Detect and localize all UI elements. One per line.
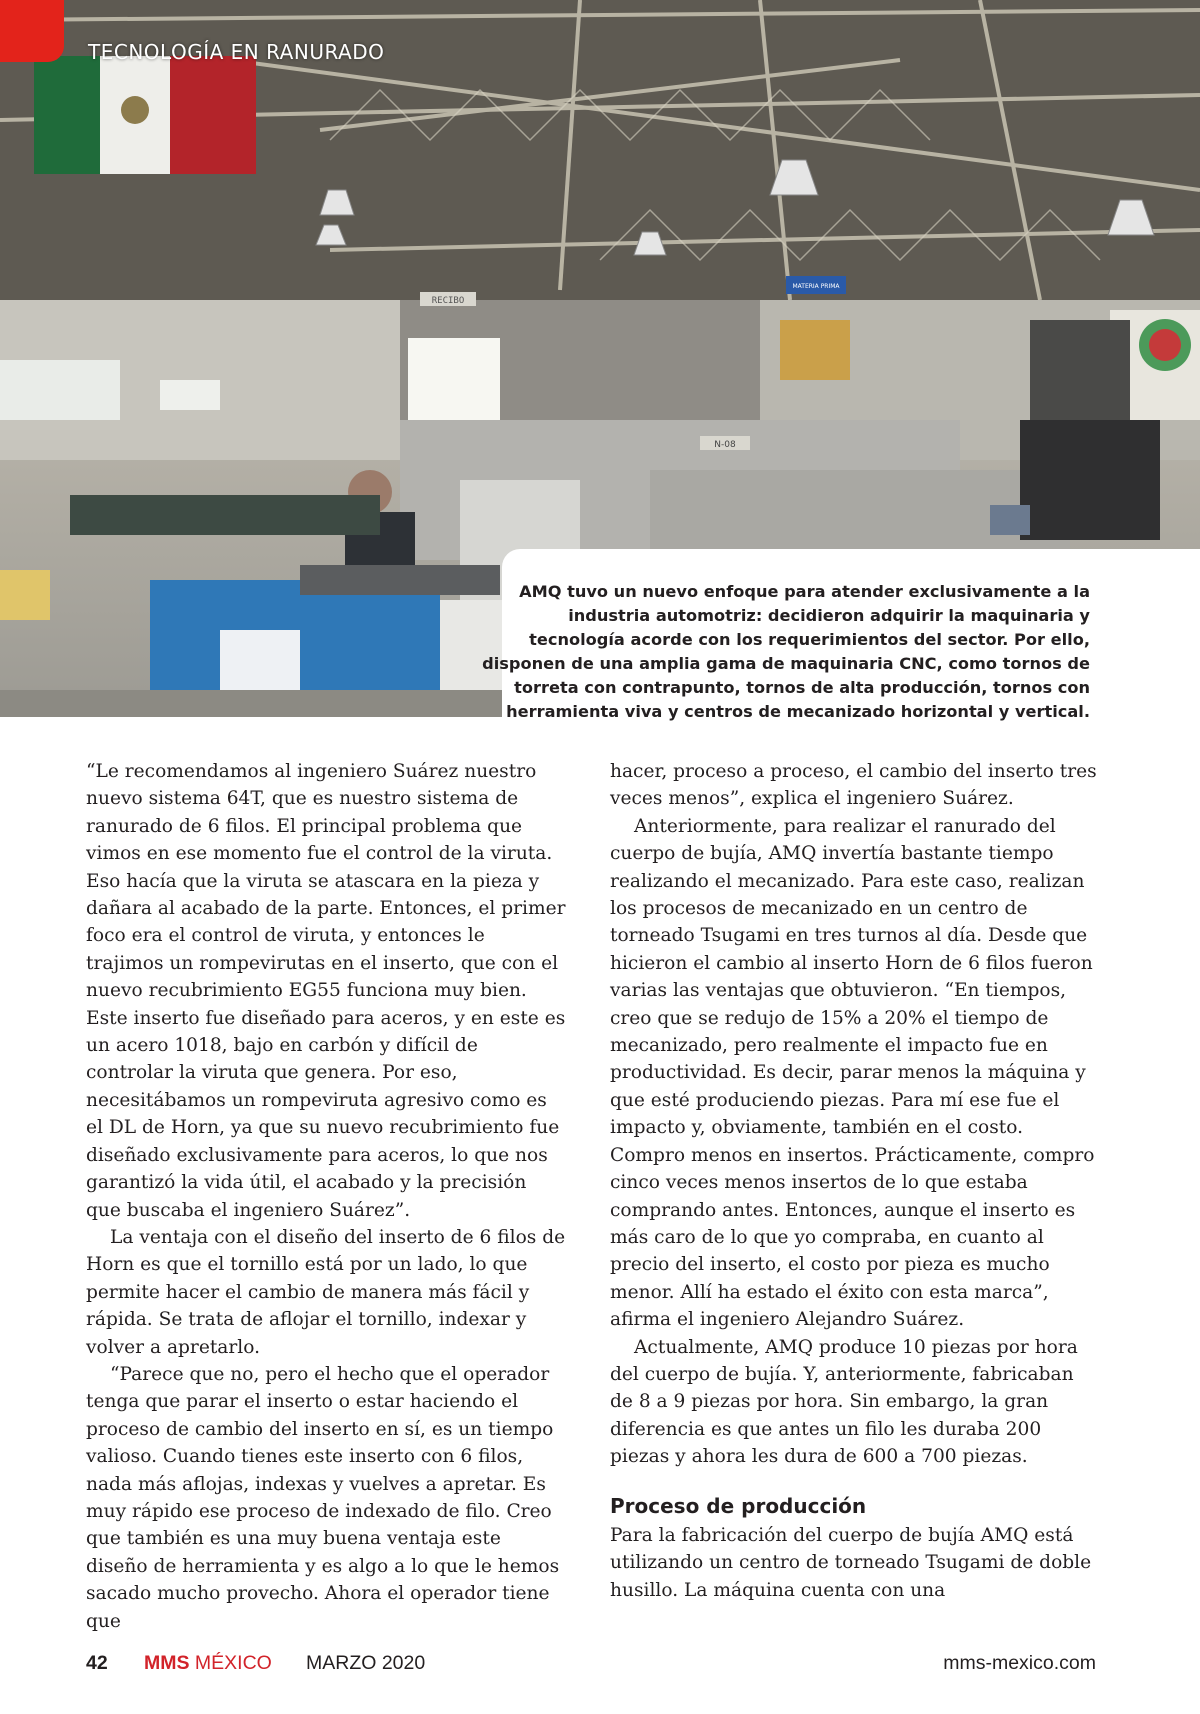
brand-rest: MÉXICO — [189, 1652, 272, 1674]
page-number: 42 — [86, 1652, 108, 1674]
photo-caption: AMQ tuvo un nuevo enfoque para atender exclusivamente a la industria automotriz: decidieron adquirir la maquinaria y tecnología acorde con los requerimientos del sector. Por ello, disponen de una amplia gama de maquinaria CNC, como tornos de torreta con contrapunto, tornos de alta producción, tornos con herramienta viva y centros de mecanizado horizontal y vertical. — [482, 582, 1090, 721]
paragraph: “Le recomendamos al ingeniero Suárez nuestro nuevo sistema 64T, que es nuestro sistema de ranurado de 6 filos. El principal problema que vimos en ese momento fue el control de la viruta. Eso hacía que la viruta se atascara en la pieza y dañara al acabado de la parte. Entonces, el primer foco era el control de viruta, y entonces le trajimos un rompevirutas en el inserto, que con el nuevo recubrimiento EG55 funciona muy bien. Este inserto fue diseñado para aceros, y en este es un acero 1018, bajo en carbón y difícil de controlar la viruta que genera. Por eso, necesitábamos un rompeviruta agresivo como es el DL de Horn, ya que su nuevo recubrimiento fue diseñado exclusivamente para aceros, lo que nos garantizó la vida útil, el acabado y la precisión que buscaba el ingeniero Suárez”. — [86, 761, 566, 1221]
page-footer — [86, 1652, 1096, 1682]
paragraph: hacer, proceso a proceso, el cambio del inserto tres veces menos”, explica el ingeniero Suárez. — [610, 761, 1097, 810]
issue-date: MARZO 2020 — [306, 1652, 426, 1674]
right-column — [610, 758, 1098, 1604]
paragraph: Actualmente, AMQ produce 10 piezas por hora del cuerpo de bujía. Y, anteriormente, fabricaban de 8 a 9 piezas por hora. Sin embargo, la gran diferencia es que antes un filo les duraba 200 piezas y ahora les dura de 600 a 700 piezas. — [610, 1336, 1078, 1468]
sign-recibo: RECIBO — [431, 296, 465, 306]
paragraph: Para la fabricación del cuerpo de bujía AMQ está utilizando un centro de torneado Tsugami de doble husillo. La máquina cuenta con una — [610, 1524, 1092, 1601]
magazine-brand — [144, 1652, 272, 1675]
section-label: TECNOLOGÍA EN RANURADO — [88, 40, 385, 64]
brand-bold: MMS — [144, 1652, 190, 1674]
paragraph: Anteriormente, para realizar el ranurado del cuerpo de bujía, AMQ invertía bastante tiempo realizando el mecanizado. Para este caso, realizan los procesos de mecanizado en un centro de torneado Tsugami en tres turnos al día. Desde que hicieron el cambio al inserto Horn de 6 filos fueron varias las ventajas que obtuvieron. “En tiempos, creo que se redujo de 15% a 20% el tiempo de mecanizado, pero realmente el impacto fue en productividad. Es decir, parar menos la máquina y que esté produciendo piezas. Para mí ese fue el impacto y, obviamente, también en el costo. Compro menos en insertos. Prácticamente, compro cinco veces menos insertos de lo que estaba comprando antes. Entonces, aunque el inserto es más caro de lo que yo compraba, en cuanto al precio del inserto, el costo por pieza es mucho menor. Allí ha estado el éxito con esta marca”, afirma el ingeniero Alejandro Suárez. — [610, 815, 1095, 1331]
paragraph: La ventaja con el diseño del inserto de 6 filos de Horn es que el tornillo está por un lado, lo que permite hacer el cambio de manera más fácil y rápida. Se trata de aflojar el tornillo, indexar y volver a apretarlo. — [86, 1226, 566, 1358]
subheading: Proceso de producción — [610, 1493, 867, 1518]
machine-label: N-08 — [714, 440, 736, 450]
left-column — [86, 758, 566, 1635]
sign-materia-prima: MATERIA PRIMA — [792, 283, 840, 290]
paragraph: “Parece que no, pero el hecho que el operador tenga que parar el inserto o estar haciendo el proceso de cambio del inserto en sí, es un tiempo valioso. Cuando tienes este inserto con 6 filos, nada más aflojas, indexas y vuelves a apretar. Es muy rápido ese proceso de indexado de filo. Creo que también es una muy buena ventaja este diseño de herramienta y es algo a lo que le hemos sacado mucho provecho. Ahora el operador tiene que — [86, 1363, 560, 1632]
section-tab — [0, 0, 64, 62]
site-url: mms-mexico.com — [943, 1652, 1096, 1674]
